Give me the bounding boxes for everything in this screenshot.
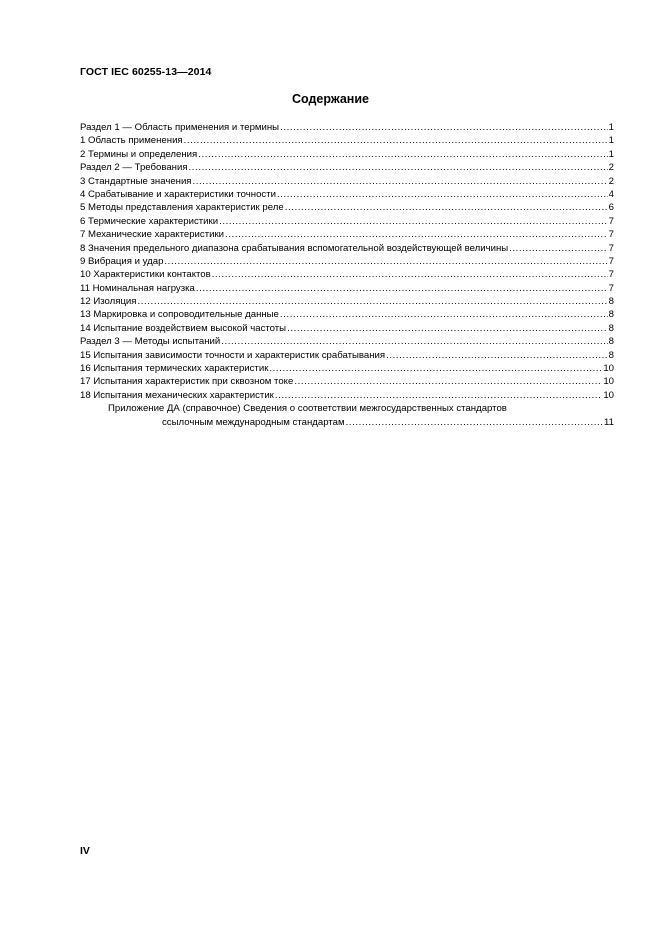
page-number: IV (80, 845, 90, 857)
page-title: Содержание (291, 92, 369, 106)
toc-leader-dots (509, 242, 608, 255)
toc-entry-label: 14 Испытание воздействием высокой частоты (80, 322, 287, 334)
toc-entry-label: 1 Область применения (80, 135, 183, 147)
toc-entry-label: Раздел 1 — Область применения и термины (80, 122, 280, 133)
toc-entry-8[interactable] (80, 242, 614, 255)
toc-entry-14[interactable] (80, 322, 614, 335)
toc-leader-dots (285, 201, 608, 214)
toc-entry-18[interactable] (80, 389, 614, 402)
toc-entry-label: 4 Срабатывание и характеристики точности (80, 188, 276, 200)
toc-entry-15[interactable] (80, 349, 614, 362)
document-header: ГОСТ IEC 60255-13—2014 (80, 66, 212, 78)
toc-entry-page: 7 (608, 255, 614, 267)
toc-entry-page: 6 (608, 202, 614, 214)
toc-entry-section-2[interactable] (80, 161, 614, 174)
toc-leader-dots (164, 255, 607, 268)
toc-entry-17[interactable] (80, 375, 614, 388)
toc-entry-label: 11 Номинальная нагрузка (80, 282, 195, 294)
toc-leader-dots (198, 148, 607, 161)
toc-leader-dots (193, 175, 608, 188)
toc-leader-dots (280, 308, 608, 321)
toc-entry-page: 8 (608, 296, 614, 308)
toc-entry-13[interactable] (80, 308, 614, 321)
toc-entry-label: 5 Методы представления характеристик реле (80, 202, 284, 214)
toc-entry-5[interactable] (80, 201, 614, 214)
toc-entry-page: 2 (608, 175, 614, 187)
toc-leader-dots (280, 121, 608, 134)
toc-leader-dots (225, 228, 608, 241)
toc-entry-label: 8 Значения предельного диапазона срабатывания вспомогательной воздействующей величины (80, 242, 509, 254)
toc-leader-dots (189, 161, 608, 174)
toc-entry-2[interactable] (80, 148, 614, 161)
toc-entry-page: 10 (603, 363, 614, 375)
toc-entry-page: 1 (608, 135, 614, 147)
toc-entry-annex-title[interactable] (80, 402, 614, 415)
toc-entry-4[interactable] (80, 188, 614, 201)
toc-entry-label: 7 Механические характеристики (80, 229, 225, 241)
toc-entry-16[interactable] (80, 362, 614, 375)
toc-entry-page: 7 (608, 269, 614, 281)
toc-leader-dots (294, 375, 602, 388)
toc-entry-page: 7 (608, 229, 614, 241)
toc-entry-page: 10 (603, 389, 614, 401)
toc-entry-7[interactable] (80, 228, 614, 241)
toc-entry-section-3[interactable] (80, 335, 614, 348)
toc-leader-dots (221, 335, 607, 348)
toc-entry-section-1[interactable] (80, 121, 614, 134)
toc-entry-annex-continuation[interactable] (80, 416, 614, 429)
toc-entry-label: 16 Испытания термических характеристик (80, 363, 269, 375)
toc-entry-page: 8 (608, 336, 614, 348)
toc-entry-page: 10 (603, 376, 614, 388)
toc-entry-label: 12 Изоляция (80, 296, 137, 308)
toc-entry-3[interactable] (80, 175, 614, 188)
toc-entry-label: 9 Вибрация и удар (80, 255, 164, 267)
toc-leader-dots (287, 322, 608, 335)
toc-entry-page: 4 (608, 188, 614, 200)
toc-entry-page: 8 (608, 309, 614, 321)
toc-entry-page: 7 (608, 242, 614, 254)
toc-annex-label-line1: Приложение ДА (справочное) Сведения о соответствии межгосударственных стандартов (108, 403, 507, 415)
toc-leader-dots (275, 389, 602, 402)
toc-leader-dots (386, 349, 608, 362)
toc-entry-page: 11 (604, 416, 614, 428)
toc-entry-label: 3 Стандартные значения (80, 175, 192, 187)
toc-entry-6[interactable] (80, 215, 614, 228)
toc-entry-page: 2 (608, 162, 614, 174)
toc-entry-label: 15 Испытания зависимости точности и характеристик срабатывания (80, 349, 386, 361)
toc-entry-1[interactable] (80, 134, 614, 147)
toc-leader-dots (212, 268, 608, 281)
toc-leader-dots (277, 188, 608, 201)
toc-leader-dots (346, 416, 603, 429)
toc-entry-12[interactable] (80, 295, 614, 308)
toc-leader-dots (138, 295, 608, 308)
toc-entry-11[interactable] (80, 282, 614, 295)
toc-entry-page: 8 (608, 322, 614, 334)
toc-entry-label: 10 Характеристики контактов (80, 269, 211, 281)
toc-entry-label: 17 Испытания характеристик при сквозном токе (80, 376, 294, 388)
toc-entry-page: 7 (608, 282, 614, 294)
toc-entry-label: Раздел 3 — Методы испытаний (80, 336, 221, 348)
toc-leader-dots (196, 282, 608, 295)
toc-annex-label-line2: ссылочным международным стандартам (162, 416, 345, 428)
toc-entry-page: 1 (608, 122, 614, 133)
toc-entry-label: Раздел 2 — Требования (80, 162, 188, 174)
toc-entry-page: 7 (608, 215, 614, 227)
toc-entry-page: 1 (608, 148, 614, 160)
toc-entry-label: 6 Термические характеристики (80, 215, 219, 227)
toc-entry-label: 18 Испытания механических характеристик (80, 389, 274, 401)
toc-entry-9[interactable] (80, 255, 614, 268)
toc-entry-label: 13 Маркировка и сопроводительные данные (80, 309, 279, 321)
toc-entry-label: 2 Термины и определения (80, 148, 198, 160)
toc-leader-dots (184, 134, 608, 147)
toc-leader-dots (219, 215, 608, 228)
table-of-contents (80, 121, 614, 429)
toc-leader-dots (269, 362, 602, 375)
toc-entry-page: 8 (608, 349, 614, 361)
toc-entry-10[interactable] (80, 268, 614, 281)
